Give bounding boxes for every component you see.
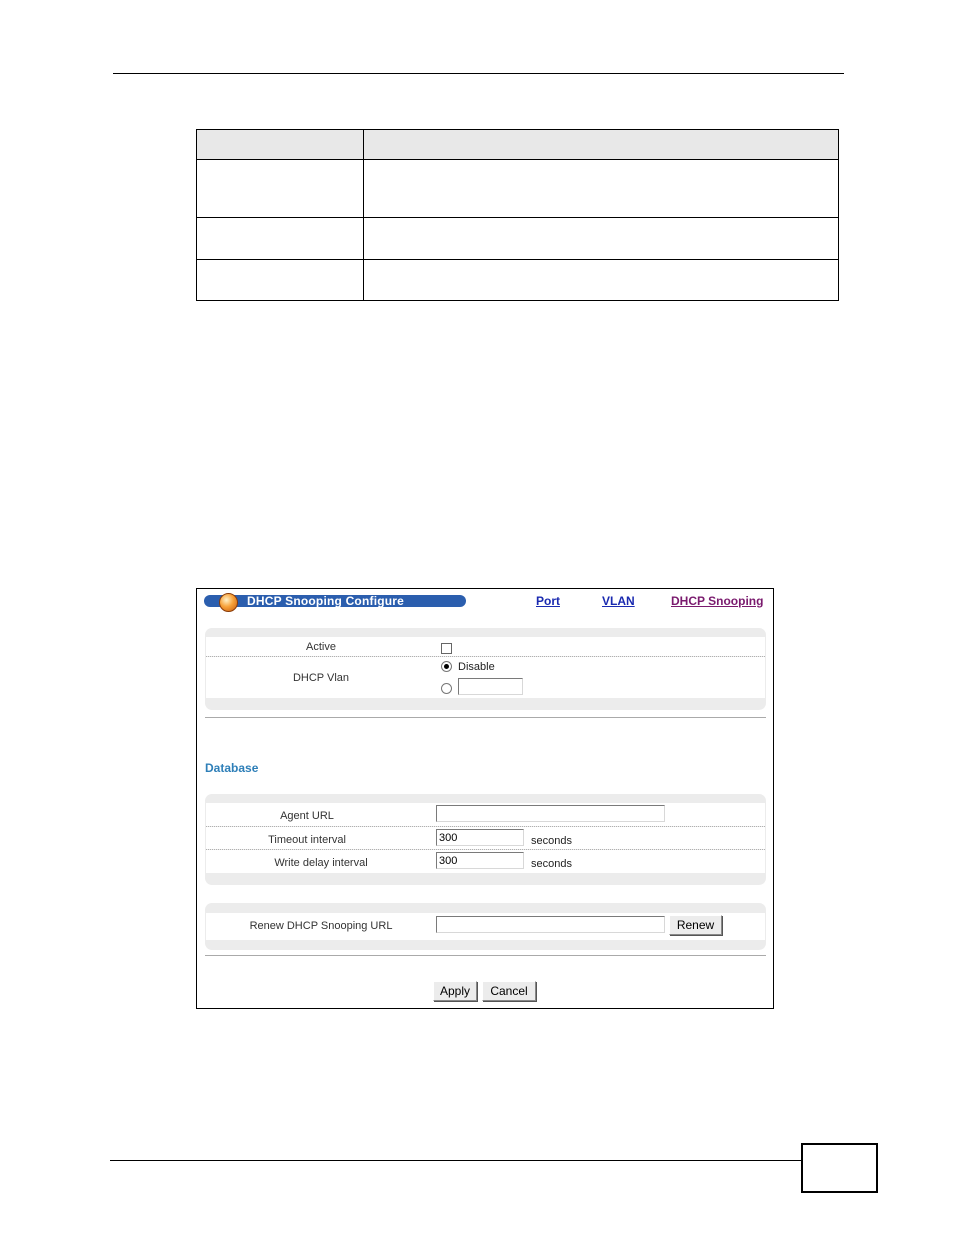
dhcp-vlan-custom-radio[interactable] xyxy=(441,683,452,694)
timeout-interval-label: Timeout interval xyxy=(268,834,346,846)
orange-orb-icon xyxy=(219,593,238,612)
table-header-row xyxy=(197,130,839,160)
header-rule xyxy=(113,73,844,74)
database-settings-box xyxy=(205,794,766,885)
nav-link-dhcp-snooping[interactable]: DHCP Snooping xyxy=(671,594,764,608)
section-divider xyxy=(205,717,766,718)
renew-url-box xyxy=(205,903,766,950)
dhcp-vlan-input[interactable] xyxy=(458,678,523,695)
write-delay-interval-input[interactable]: 300 xyxy=(436,852,524,869)
nav-link-port[interactable]: Port xyxy=(536,594,560,608)
active-checkbox[interactable] xyxy=(441,643,452,654)
renew-url-input[interactable] xyxy=(436,916,665,933)
field-description-table xyxy=(196,129,839,301)
cancel-button[interactable]: Cancel xyxy=(482,981,536,1001)
write-delay-interval-unit: seconds xyxy=(531,858,572,870)
renew-url-label: Renew DHCP Snooping URL xyxy=(249,920,393,932)
footer-rule xyxy=(110,1160,802,1161)
table-row xyxy=(197,160,839,218)
apply-button[interactable]: Apply xyxy=(433,981,477,1001)
section-divider xyxy=(205,955,766,956)
screen-title: DHCP Snooping Configure xyxy=(247,594,405,608)
dhcp-vlan-disable-label: Disable xyxy=(458,661,495,673)
general-settings-box xyxy=(205,628,766,710)
database-heading: Database xyxy=(205,761,259,775)
dhcp-snooping-configure-screen xyxy=(196,588,774,1009)
nav-link-vlan[interactable]: VLAN xyxy=(602,594,635,608)
table-row xyxy=(197,260,839,301)
agent-url-label: Agent URL xyxy=(280,810,334,822)
page-number-box xyxy=(801,1143,878,1193)
agent-url-input[interactable] xyxy=(436,805,665,822)
dhcp-vlan-disable-radio[interactable] xyxy=(441,661,452,672)
dhcp-vlan-label: DHCP Vlan xyxy=(292,672,350,684)
write-delay-interval-label: Write delay interval xyxy=(274,857,368,869)
table-row xyxy=(197,218,839,260)
timeout-interval-input[interactable]: 300 xyxy=(436,829,524,846)
timeout-interval-unit: seconds xyxy=(531,835,572,847)
active-label: Active xyxy=(306,641,336,653)
renew-button[interactable]: Renew xyxy=(669,915,722,935)
